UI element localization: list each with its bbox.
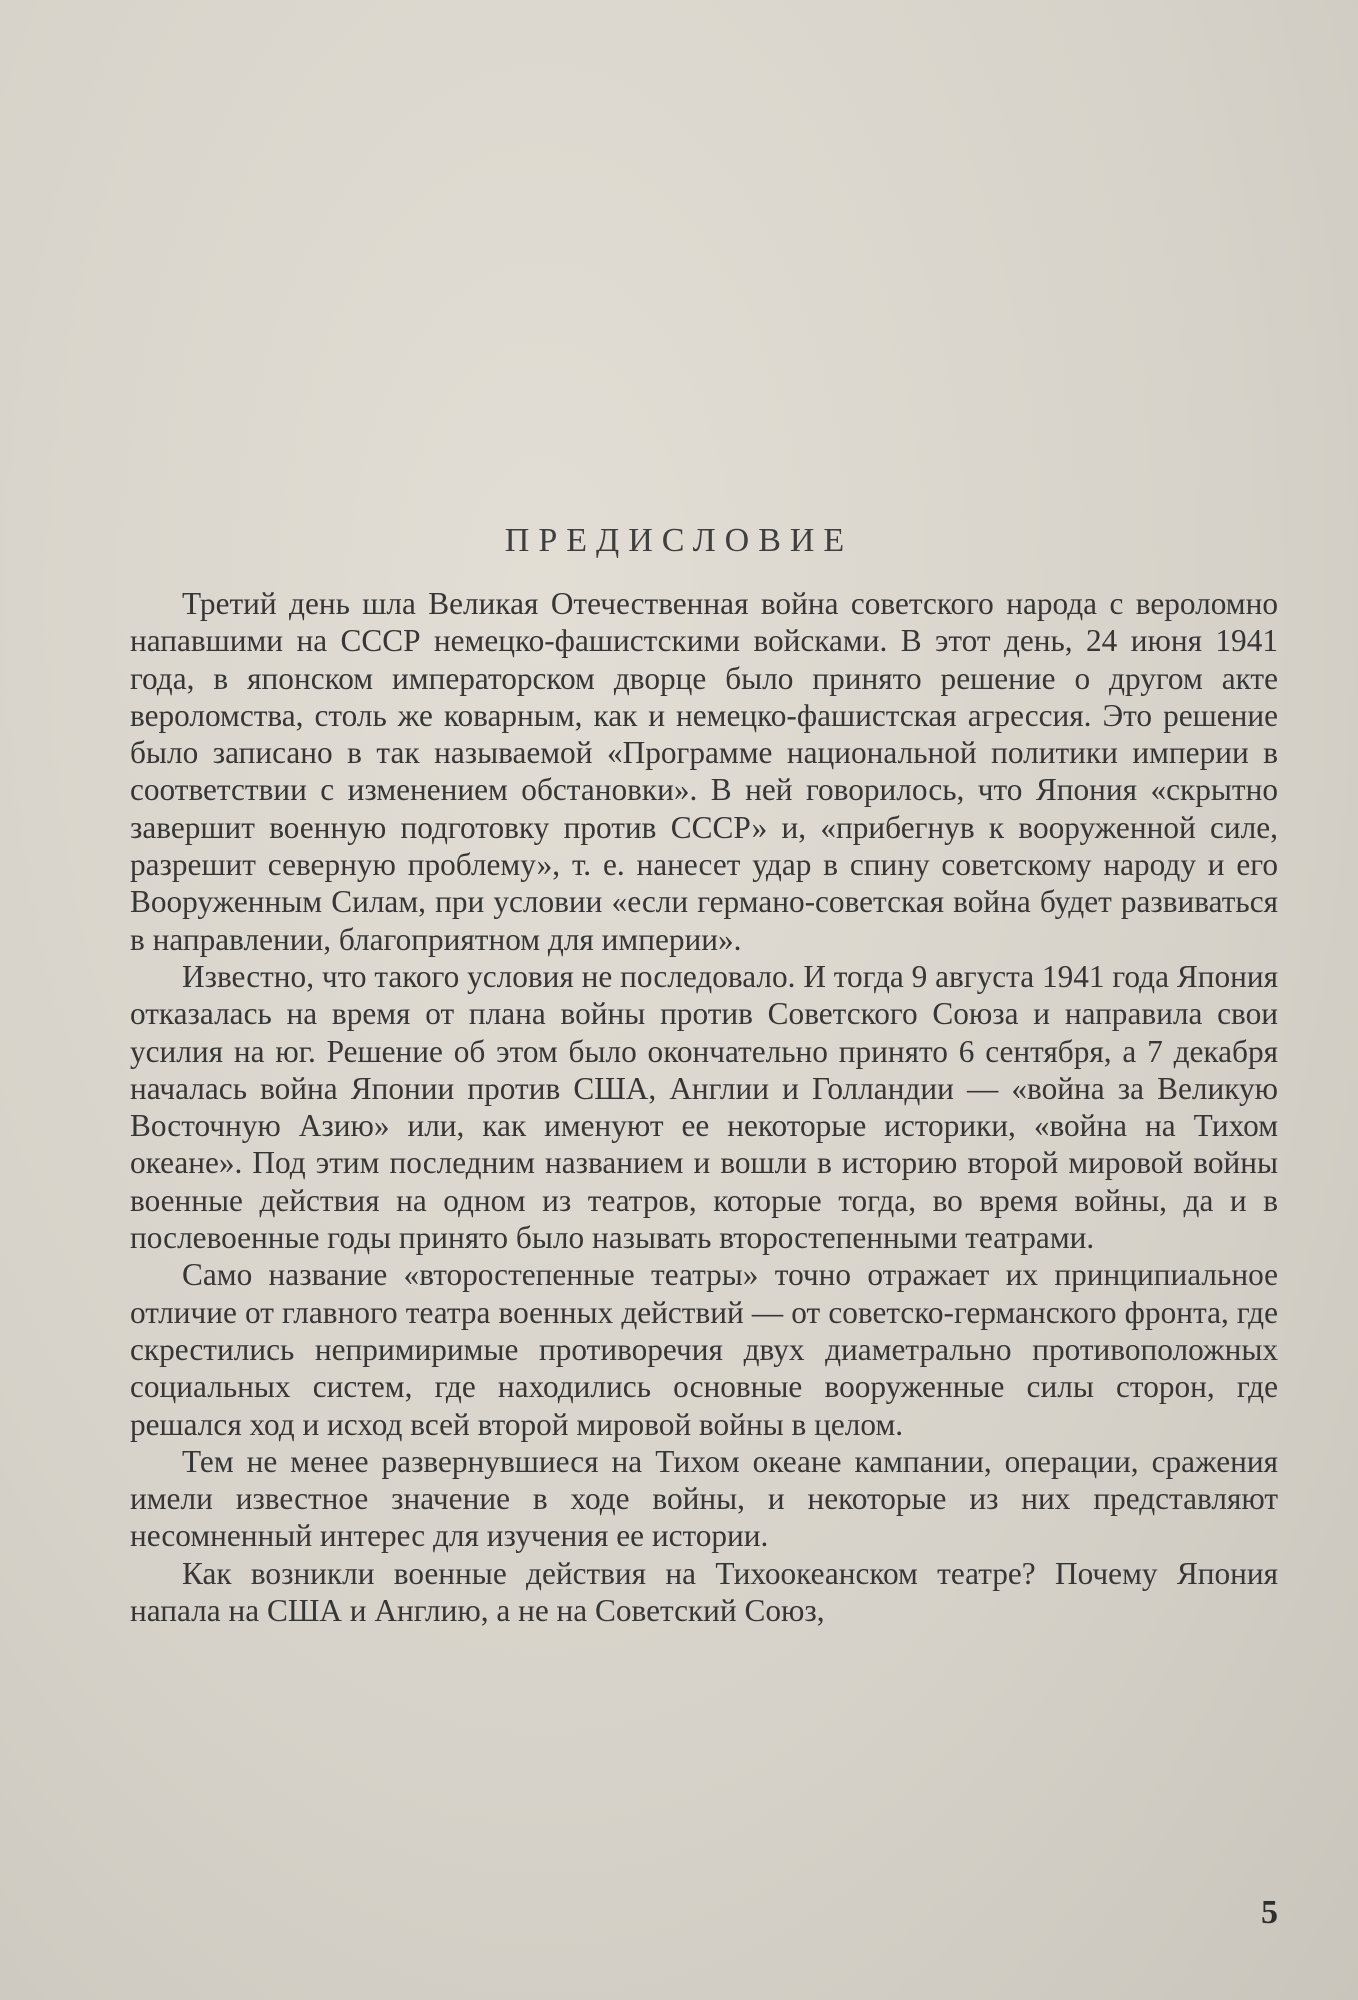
body-text xyxy=(130,585,1278,1629)
paragraph-5: Как возникли военные действия на Тихоокеанском театре? Почему Япония напала на США и Англию, а не на Советский Союз, xyxy=(130,1555,1278,1629)
paragraph-1: Третий день шла Великая Отечественная война советского народа с вероломно напавшими на СССР немецко-фашистскими войсками. В этот день, 24 июня 1941 года, в японском императорском дворце было принято решение о другом акте вероломства, столь же коварным, как и немецко-фашистская агрессия. Это решение было записано в так называемой «Программе национальной политики империи в соответствии с изменением обстановки». В ней говорилось, что Япония «скрытно завершит военную подготовку против СССР» и, «прибегнув к вооруженной силе, разрешит северную проблему», т. е. нанесет удар в спину советскому народу и его Вооруженным Силам, при условии «если германо-советская война будет развиваться в направлении, благоприятном для империи». xyxy=(130,586,1278,957)
paragraph-3: Само название «второстепенные театры» точно отражает их принципиальное отличие от главного театра военных действий — от советско-германского фронта, где скрестились непримиримые противоречия двух диаметрально противоположных социальных систем, где находились основные вооруженные силы сторон, где решался ход и исход всей второй мировой войны в целом. xyxy=(130,1257,1278,1442)
paragraph-2: Известно, что такого условия не последовало. И тогда 9 августа 1941 года Япония отказалась на время от плана войны против Советского Союза и направила свои усилия на юг. Решение об этом было окончательно принято 6 сентября, а 7 декабря началась война Японии против США, Англии и Голландии — «война за Великую Восточную Азию» или, как именуют ее некоторые историки, «война на Тихом океане». Под этим последним названием и вошли в историю второй мировой войны военные действия на одном из театров, которые тогда, во время войны, да и в послевоенные годы принято было называть второстепенными театрами. xyxy=(130,958,1278,1256)
page-title: ПРЕДИСЛОВИЕ xyxy=(504,522,854,559)
page-number: 5 xyxy=(1261,1894,1278,1931)
paragraph-4: Тем не менее развернувшиеся на Тихом океане кампании, операции, сражения имели известное значение в ходе войны, и некоторые из них представляют несомненный интерес для изучения ее истории. xyxy=(130,1443,1278,1554)
